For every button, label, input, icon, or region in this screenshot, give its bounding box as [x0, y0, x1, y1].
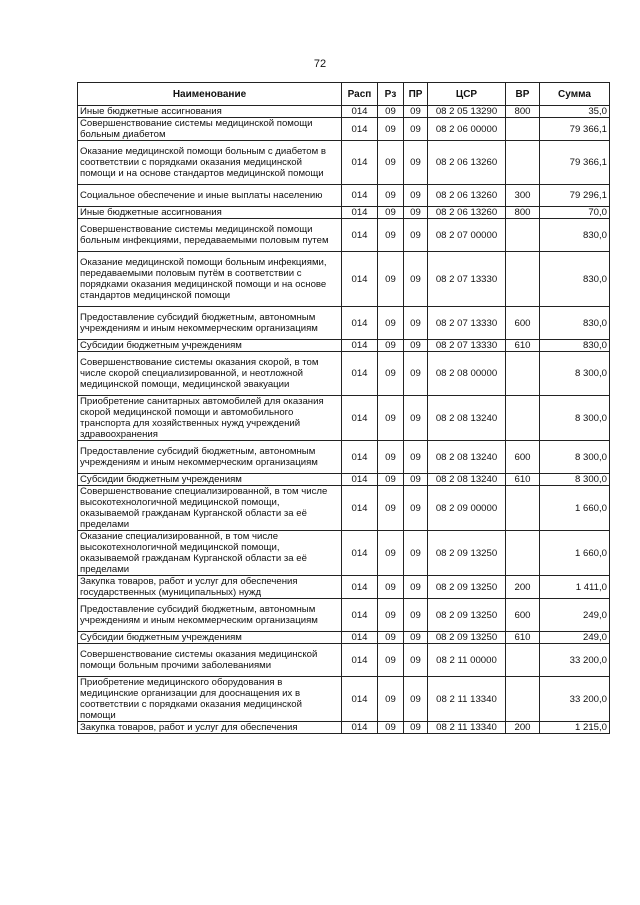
cell-csr: 08 2 11 00000 — [428, 644, 506, 677]
table-row — [78, 677, 610, 722]
cell-pr: 09 — [404, 219, 428, 252]
cell-vr: 200 — [506, 576, 540, 599]
table-row — [78, 599, 610, 632]
cell-rz: 09 — [378, 252, 404, 307]
cell-pr: 09 — [404, 486, 428, 531]
cell-sum: 1 215,0 — [540, 722, 610, 734]
cell-csr: 08 2 08 13240 — [428, 396, 506, 441]
cell-pr: 09 — [404, 441, 428, 474]
cell-name: Иные бюджетные ассигнования — [78, 207, 342, 219]
cell-name: Субсидии бюджетным учреждениям — [78, 474, 342, 486]
cell-name: Предоставление субсидий бюджетным, автономным учреждениям и иным некоммерческим организациям — [78, 307, 342, 340]
cell-rz: 09 — [378, 599, 404, 632]
cell-rz: 09 — [378, 632, 404, 644]
cell-vr: 600 — [506, 599, 540, 632]
cell-pr: 09 — [404, 207, 428, 219]
header-sum: Сумма — [540, 83, 610, 106]
cell-pr: 09 — [404, 185, 428, 207]
cell-rasp: 014 — [342, 396, 378, 441]
header-rasp: Расп — [342, 83, 378, 106]
cell-rasp: 014 — [342, 599, 378, 632]
cell-rz: 09 — [378, 576, 404, 599]
cell-csr: 08 2 05 13290 — [428, 106, 506, 118]
cell-sum: 70,0 — [540, 207, 610, 219]
cell-vr — [506, 396, 540, 441]
cell-rasp: 014 — [342, 207, 378, 219]
cell-csr: 08 2 06 13260 — [428, 207, 506, 219]
cell-pr: 09 — [404, 118, 428, 141]
cell-vr — [506, 219, 540, 252]
cell-sum: 249,0 — [540, 632, 610, 644]
cell-vr: 600 — [506, 307, 540, 340]
cell-name: Совершенствование специализированной, в том числе высокотехнологичной медицинской помощи, оказываемой гражданам Курганской области за её пределами — [78, 486, 342, 531]
cell-name: Субсидии бюджетным учреждениям — [78, 340, 342, 352]
cell-rz: 09 — [378, 441, 404, 474]
cell-rasp: 014 — [342, 340, 378, 352]
cell-pr: 09 — [404, 252, 428, 307]
cell-vr — [506, 531, 540, 576]
cell-name: Совершенствование системы оказания скорой, в том числе скорой специализированной, и неотложной медицинской помощи, медицинской эвакуации — [78, 352, 342, 396]
cell-name: Приобретение медицинского оборудования в медицинские организации для дооснащения их в соответствии с порядками оказания медицинской помощи — [78, 677, 342, 722]
cell-sum: 79 366,1 — [540, 118, 610, 141]
cell-sum: 1 660,0 — [540, 531, 610, 576]
header-csr: ЦСР — [428, 83, 506, 106]
cell-csr: 08 2 06 13260 — [428, 141, 506, 185]
cell-name: Оказание медицинской помощи больным инфекциями, передаваемыми половым путём в соответствии с порядками оказания медицинской помощи и на основе стандартов медицинской помощи — [78, 252, 342, 307]
cell-pr: 09 — [404, 307, 428, 340]
cell-sum: 830,0 — [540, 307, 610, 340]
cell-name: Субсидии бюджетным учреждениям — [78, 632, 342, 644]
cell-sum: 1 411,0 — [540, 576, 610, 599]
cell-rz: 09 — [378, 396, 404, 441]
cell-rz: 09 — [378, 644, 404, 677]
budget-table — [77, 82, 610, 734]
table-header-row — [78, 83, 610, 106]
cell-sum: 33 200,0 — [540, 644, 610, 677]
cell-rz: 09 — [378, 141, 404, 185]
cell-vr — [506, 118, 540, 141]
cell-vr: 610 — [506, 340, 540, 352]
cell-vr — [506, 252, 540, 307]
cell-rasp: 014 — [342, 252, 378, 307]
cell-csr: 08 2 07 13330 — [428, 307, 506, 340]
cell-rz: 09 — [378, 486, 404, 531]
cell-name: Социальное обеспечение и иные выплаты населению — [78, 185, 342, 207]
cell-rz: 09 — [378, 118, 404, 141]
table-row — [78, 307, 610, 340]
cell-name: Совершенствование системы медицинской помощи больным инфекциями, передаваемыми половым путем — [78, 219, 342, 252]
cell-name: Оказание специализированной, в том числе высокотехнологичной медицинской помощи, оказываемой гражданам Курганской области за её пределами — [78, 531, 342, 576]
cell-csr: 08 2 07 00000 — [428, 219, 506, 252]
header-rz: Рз — [378, 83, 404, 106]
cell-rz: 09 — [378, 352, 404, 396]
cell-rz: 09 — [378, 531, 404, 576]
cell-pr: 09 — [404, 106, 428, 118]
cell-vr: 610 — [506, 632, 540, 644]
table-row — [78, 722, 610, 734]
table-row — [78, 441, 610, 474]
cell-sum: 1 660,0 — [540, 486, 610, 531]
table-row — [78, 252, 610, 307]
cell-sum: 8 300,0 — [540, 441, 610, 474]
cell-pr: 09 — [404, 474, 428, 486]
cell-name: Совершенствование системы оказания медицинской помощи больным прочими заболеваниями — [78, 644, 342, 677]
cell-rasp: 014 — [342, 219, 378, 252]
table-row — [78, 474, 610, 486]
table-row — [78, 340, 610, 352]
page-number: 72 — [313, 58, 327, 70]
cell-rasp: 014 — [342, 141, 378, 185]
cell-name: Приобретение санитарных автомобилей для оказания скорой медицинской помощи и автомобильного транспорта для хозяйственных нужд учреждений здравоохранения — [78, 396, 342, 441]
cell-vr — [506, 141, 540, 185]
table-row — [78, 352, 610, 396]
cell-rasp: 014 — [342, 644, 378, 677]
table-row — [78, 486, 610, 531]
cell-rasp: 014 — [342, 722, 378, 734]
cell-name: Предоставление субсидий бюджетным, автономным учреждениям и иным некоммерческим организациям — [78, 441, 342, 474]
cell-pr: 09 — [404, 677, 428, 722]
table-row — [78, 396, 610, 441]
cell-vr: 800 — [506, 207, 540, 219]
cell-csr: 08 2 06 00000 — [428, 118, 506, 141]
cell-rasp: 014 — [342, 474, 378, 486]
cell-rasp: 014 — [342, 576, 378, 599]
cell-vr: 600 — [506, 441, 540, 474]
header-vr: ВР — [506, 83, 540, 106]
cell-rz: 09 — [378, 106, 404, 118]
cell-csr: 08 2 09 00000 — [428, 486, 506, 531]
cell-rz: 09 — [378, 207, 404, 219]
cell-csr: 08 2 09 13250 — [428, 599, 506, 632]
table-row — [78, 106, 610, 118]
cell-csr: 08 2 08 13240 — [428, 441, 506, 474]
table-row — [78, 644, 610, 677]
cell-sum: 79 366,1 — [540, 141, 610, 185]
cell-csr: 08 2 09 13250 — [428, 531, 506, 576]
table-body — [78, 106, 610, 734]
cell-csr: 08 2 08 00000 — [428, 352, 506, 396]
cell-pr: 09 — [404, 531, 428, 576]
cell-rasp: 014 — [342, 118, 378, 141]
cell-name: Закупка товаров, работ и услуг для обеспечения государственных (муниципальных) нужд — [78, 576, 342, 599]
cell-rz: 09 — [378, 677, 404, 722]
cell-sum: 830,0 — [540, 252, 610, 307]
cell-pr: 09 — [404, 141, 428, 185]
cell-rz: 09 — [378, 219, 404, 252]
cell-csr: 08 2 11 13340 — [428, 722, 506, 734]
table-row — [78, 219, 610, 252]
cell-csr: 08 2 09 13250 — [428, 576, 506, 599]
cell-sum: 33 200,0 — [540, 677, 610, 722]
cell-rasp: 014 — [342, 632, 378, 644]
cell-vr — [506, 486, 540, 531]
cell-sum: 830,0 — [540, 340, 610, 352]
cell-rz: 09 — [378, 340, 404, 352]
cell-rz: 09 — [378, 722, 404, 734]
cell-vr: 610 — [506, 474, 540, 486]
cell-sum: 249,0 — [540, 599, 610, 632]
table-row — [78, 118, 610, 141]
cell-rasp: 014 — [342, 441, 378, 474]
cell-csr: 08 2 08 13240 — [428, 474, 506, 486]
cell-sum: 830,0 — [540, 219, 610, 252]
cell-rasp: 014 — [342, 677, 378, 722]
cell-pr: 09 — [404, 396, 428, 441]
cell-pr: 09 — [404, 722, 428, 734]
cell-name: Закупка товаров, работ и услуг для обеспечения — [78, 722, 342, 734]
cell-sum: 8 300,0 — [540, 352, 610, 396]
cell-vr: 800 — [506, 106, 540, 118]
cell-rasp: 014 — [342, 352, 378, 396]
table-row — [78, 207, 610, 219]
cell-name: Оказание медицинской помощи больным с диабетом в соответствии с порядками оказания медицинской помощи и на основе стандартов медицинской помощи — [78, 141, 342, 185]
table-row — [78, 632, 610, 644]
cell-rasp: 014 — [342, 185, 378, 207]
cell-vr: 200 — [506, 722, 540, 734]
cell-sum: 35,0 — [540, 106, 610, 118]
cell-csr: 08 2 09 13250 — [428, 632, 506, 644]
cell-name: Предоставление субсидий бюджетным, автономным учреждениям и иным некоммерческим организациям — [78, 599, 342, 632]
cell-rasp: 014 — [342, 106, 378, 118]
cell-csr: 08 2 07 13330 — [428, 252, 506, 307]
cell-pr: 09 — [404, 352, 428, 396]
cell-vr: 300 — [506, 185, 540, 207]
cell-sum: 8 300,0 — [540, 474, 610, 486]
cell-name: Совершенствование системы медицинской помощи больным диабетом — [78, 118, 342, 141]
cell-pr: 09 — [404, 599, 428, 632]
header-name: Наименование — [78, 83, 342, 106]
cell-name: Иные бюджетные ассигнования — [78, 106, 342, 118]
cell-pr: 09 — [404, 632, 428, 644]
cell-csr: 08 2 07 13330 — [428, 340, 506, 352]
cell-csr: 08 2 11 13340 — [428, 677, 506, 722]
cell-rz: 09 — [378, 307, 404, 340]
cell-vr — [506, 677, 540, 722]
table-row — [78, 576, 610, 599]
table-row — [78, 531, 610, 576]
cell-rz: 09 — [378, 474, 404, 486]
cell-pr: 09 — [404, 340, 428, 352]
cell-rasp: 014 — [342, 486, 378, 531]
cell-pr: 09 — [404, 576, 428, 599]
cell-pr: 09 — [404, 644, 428, 677]
table-row — [78, 185, 610, 207]
cell-csr: 08 2 06 13260 — [428, 185, 506, 207]
header-pr: ПР — [404, 83, 428, 106]
cell-rasp: 014 — [342, 531, 378, 576]
cell-sum: 79 296,1 — [540, 185, 610, 207]
cell-vr — [506, 644, 540, 677]
cell-rz: 09 — [378, 185, 404, 207]
cell-rasp: 014 — [342, 307, 378, 340]
cell-sum: 8 300,0 — [540, 396, 610, 441]
table-row — [78, 141, 610, 185]
cell-vr — [506, 352, 540, 396]
